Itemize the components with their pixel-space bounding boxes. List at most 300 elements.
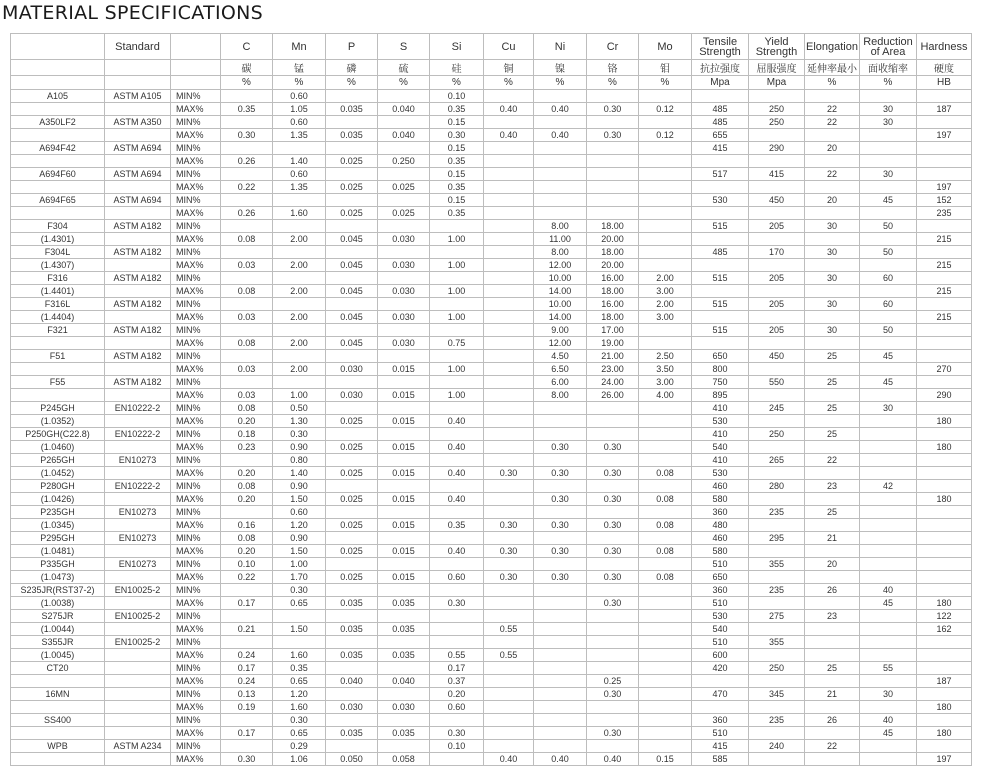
table-cell: (1.0481) [11, 545, 105, 558]
table-cell: 250 [749, 103, 805, 116]
table-cell: 0.15 [639, 753, 692, 766]
table-cell [378, 298, 430, 311]
table-cell [639, 480, 692, 493]
table-cell: 25 [805, 350, 860, 363]
table-row [11, 636, 972, 649]
table-cell: 0.60 [430, 701, 484, 714]
table-cell: 580 [692, 493, 749, 506]
table-cell [587, 194, 639, 207]
table-cell [749, 415, 805, 428]
table-cell [587, 623, 639, 636]
table-cell: 215 [917, 311, 972, 324]
table-cell: 215 [917, 259, 972, 272]
table-cell: MAX% [171, 701, 221, 714]
table-cell [326, 428, 378, 441]
table-cell: 0.35 [221, 103, 273, 116]
table-row [11, 428, 972, 441]
table-cell: 517 [692, 168, 749, 181]
table-cell: 45 [860, 350, 917, 363]
table-row [11, 662, 972, 675]
table-cell [378, 740, 430, 753]
table-cell [11, 701, 105, 714]
table-cell [326, 558, 378, 571]
table-cell [326, 116, 378, 129]
table-cell [805, 571, 860, 584]
column-header: Cu [484, 34, 534, 60]
table-row [11, 324, 972, 337]
table-cell [860, 259, 917, 272]
table-cell: 1.00 [273, 558, 326, 571]
column-header: Mn [273, 34, 326, 60]
table-cell: MIN% [171, 168, 221, 181]
table-cell [917, 636, 972, 649]
table-cell [378, 402, 430, 415]
table-cell: 45 [860, 376, 917, 389]
table-cell: (1.0452) [11, 467, 105, 480]
table-cell [534, 142, 587, 155]
table-cell: 4.50 [534, 350, 587, 363]
table-cell [860, 467, 917, 480]
table-cell: 0.025 [326, 207, 378, 220]
table-cell [484, 116, 534, 129]
table-cell [484, 506, 534, 519]
table-cell: 0.015 [378, 545, 430, 558]
table-cell: 0.90 [273, 532, 326, 545]
table-cell: 470 [692, 688, 749, 701]
table-cell [430, 324, 484, 337]
table-cell: 26 [805, 714, 860, 727]
table-cell [484, 428, 534, 441]
table-body [11, 90, 972, 766]
table-cell: 20.00 [587, 259, 639, 272]
table-cell [105, 181, 171, 194]
table-cell [534, 675, 587, 688]
table-cell: 650 [692, 350, 749, 363]
table-cell: P265GH [11, 454, 105, 467]
table-cell: 22 [805, 168, 860, 181]
table-cell [534, 558, 587, 571]
table-row [11, 584, 972, 597]
table-cell [105, 337, 171, 350]
table-cell [484, 350, 534, 363]
table-cell: 25 [805, 662, 860, 675]
table-cell: 0.025 [326, 415, 378, 428]
table-cell: 0.30 [587, 441, 639, 454]
table-cell: 0.03 [221, 311, 273, 324]
table-row [11, 623, 972, 636]
table-cell: ASTM A350 [105, 116, 171, 129]
table-cell [805, 389, 860, 402]
table-cell [805, 701, 860, 714]
table-cell: 30 [860, 116, 917, 129]
table-cell: MAX% [171, 649, 221, 662]
table-cell: 0.37 [430, 675, 484, 688]
table-cell [917, 688, 972, 701]
table-cell: 0.035 [326, 129, 378, 142]
table-row [11, 480, 972, 493]
table-cell [430, 584, 484, 597]
table-cell [221, 584, 273, 597]
table-cell [378, 610, 430, 623]
table-cell [105, 493, 171, 506]
table-cell: 0.30 [484, 571, 534, 584]
table-cell: 235 [749, 506, 805, 519]
table-cell: 180 [917, 493, 972, 506]
table-cell [749, 467, 805, 480]
table-cell [917, 558, 972, 571]
table-cell: (1.4401) [11, 285, 105, 298]
table-cell: 0.08 [639, 493, 692, 506]
column-unit: % [221, 76, 273, 90]
table-cell [692, 701, 749, 714]
table-cell: 0.30 [273, 428, 326, 441]
table-cell: 205 [749, 324, 805, 337]
table-cell [430, 558, 484, 571]
table-cell [917, 506, 972, 519]
table-cell: 0.30 [484, 545, 534, 558]
table-cell: 45 [860, 727, 917, 740]
table-cell: 0.60 [273, 506, 326, 519]
table-cell: A694F60 [11, 168, 105, 181]
table-cell: 250 [749, 428, 805, 441]
table-cell [484, 363, 534, 376]
column-header: Tensile Strength [692, 34, 749, 60]
table-cell: 0.30 [587, 571, 639, 584]
table-cell: 23.00 [587, 363, 639, 376]
table-cell [378, 220, 430, 233]
table-cell [639, 90, 692, 103]
table-cell [11, 337, 105, 350]
table-cell: 0.30 [587, 545, 639, 558]
table-cell [105, 129, 171, 142]
table-cell [749, 571, 805, 584]
table-cell: 1.00 [430, 259, 484, 272]
column-header-cn: 铬 [587, 60, 639, 76]
table-cell: (1.0426) [11, 493, 105, 506]
table-cell: 6.50 [534, 363, 587, 376]
table-cell [534, 636, 587, 649]
table-cell [917, 298, 972, 311]
table-cell: 18.00 [587, 311, 639, 324]
table-cell: 30 [805, 246, 860, 259]
table-cell: MIN% [171, 350, 221, 363]
table-cell [534, 194, 587, 207]
table-cell [273, 272, 326, 285]
table-cell: 0.35 [430, 103, 484, 116]
table-cell: 3.00 [639, 285, 692, 298]
table-cell [805, 233, 860, 246]
table-cell: 0.025 [326, 545, 378, 558]
table-cell [692, 675, 749, 688]
table-cell [105, 571, 171, 584]
table-cell [860, 649, 917, 662]
table-cell: 295 [749, 532, 805, 545]
table-cell: 1.00 [273, 389, 326, 402]
table-cell [639, 532, 692, 545]
table-cell: 250 [749, 116, 805, 129]
table-cell [639, 441, 692, 454]
table-cell [221, 610, 273, 623]
table-cell [639, 610, 692, 623]
table-cell: ASTM A694 [105, 168, 171, 181]
table-cell [692, 207, 749, 220]
table-cell [378, 454, 430, 467]
table-cell [587, 662, 639, 675]
table-cell [484, 454, 534, 467]
table-row [11, 337, 972, 350]
table-cell: 25 [805, 402, 860, 415]
table-cell [917, 220, 972, 233]
table-cell: 0.030 [326, 389, 378, 402]
table-cell [221, 454, 273, 467]
table-cell [917, 142, 972, 155]
table-cell: MAX% [171, 753, 221, 766]
table-cell: 2.00 [273, 363, 326, 376]
table-cell: 0.035 [378, 649, 430, 662]
table-cell: 0.55 [430, 649, 484, 662]
table-cell [326, 350, 378, 363]
table-cell: 0.22 [221, 181, 273, 194]
table-cell: F55 [11, 376, 105, 389]
table-cell [534, 688, 587, 701]
table-cell: 750 [692, 376, 749, 389]
table-cell: 0.40 [587, 753, 639, 766]
table-cell [860, 740, 917, 753]
table-cell [749, 233, 805, 246]
table-cell: 17.00 [587, 324, 639, 337]
table-cell [749, 90, 805, 103]
table-cell [484, 441, 534, 454]
table-cell: 0.30 [534, 467, 587, 480]
table-cell [639, 688, 692, 701]
table-cell: 2.00 [273, 259, 326, 272]
table-cell: F304 [11, 220, 105, 233]
table-cell [430, 376, 484, 389]
table-cell [484, 558, 534, 571]
table-cell: 0.75 [430, 337, 484, 350]
table-cell: S355JR [11, 636, 105, 649]
table-cell: 180 [917, 441, 972, 454]
table-row [11, 519, 972, 532]
table-row [11, 168, 972, 181]
table-cell: 205 [749, 220, 805, 233]
table-cell [587, 116, 639, 129]
table-cell: 0.17 [221, 662, 273, 675]
table-cell: 12.00 [534, 259, 587, 272]
table-cell: 3.50 [639, 363, 692, 376]
table-cell: 187 [917, 675, 972, 688]
table-cell [805, 636, 860, 649]
table-cell [273, 298, 326, 311]
table-cell [749, 649, 805, 662]
table-cell [378, 194, 430, 207]
table-cell: MIN% [171, 454, 221, 467]
table-cell [273, 350, 326, 363]
table-cell: 0.90 [273, 441, 326, 454]
table-cell: 0.15 [430, 194, 484, 207]
table-cell: 0.30 [587, 493, 639, 506]
table-cell: 0.30 [484, 519, 534, 532]
table-cell [11, 129, 105, 142]
table-cell: MIN% [171, 506, 221, 519]
table-cell [273, 142, 326, 155]
table-cell: 410 [692, 402, 749, 415]
table-cell [692, 311, 749, 324]
table-cell [860, 207, 917, 220]
table-cell [749, 519, 805, 532]
table-cell: 1.00 [430, 389, 484, 402]
table-cell [484, 233, 534, 246]
column-header-cn: 硅 [430, 60, 484, 76]
table-row [11, 558, 972, 571]
table-row [11, 116, 972, 129]
table-cell: S235JR(RST37-2) [11, 584, 105, 597]
table-cell: 24.00 [587, 376, 639, 389]
table-cell [484, 220, 534, 233]
table-cell: 265 [749, 454, 805, 467]
column-header-cn [105, 60, 171, 76]
column-unit [11, 76, 105, 90]
table-cell [430, 610, 484, 623]
table-row [11, 90, 972, 103]
table-cell: 0.20 [430, 688, 484, 701]
table-cell [587, 701, 639, 714]
column-header-cn [171, 60, 221, 76]
table-cell [378, 636, 430, 649]
table-cell [484, 636, 534, 649]
table-cell: 0.30 [430, 129, 484, 142]
table-cell: MAX% [171, 493, 221, 506]
table-cell [484, 675, 534, 688]
table-cell: 0.60 [273, 116, 326, 129]
table-cell: 0.24 [221, 649, 273, 662]
table-cell: 4.00 [639, 389, 692, 402]
table-cell [430, 623, 484, 636]
column-unit: % [378, 76, 430, 90]
table-cell [749, 597, 805, 610]
table-row [11, 220, 972, 233]
table-cell [430, 246, 484, 259]
table-cell: 23 [805, 480, 860, 493]
table-cell: 30 [805, 324, 860, 337]
table-cell: 1.35 [273, 181, 326, 194]
table-cell: 1.20 [273, 519, 326, 532]
table-cell: 0.20 [221, 467, 273, 480]
table-cell: 0.16 [221, 519, 273, 532]
table-cell: 1.00 [430, 363, 484, 376]
table-cell: 0.30 [273, 584, 326, 597]
table-cell: 0.15 [430, 142, 484, 155]
table-cell [378, 532, 430, 545]
column-header: Ni [534, 34, 587, 60]
table-cell: 0.025 [326, 155, 378, 168]
table-cell [917, 532, 972, 545]
table-cell [11, 181, 105, 194]
table-cell: 0.30 [534, 441, 587, 454]
table-cell: 550 [749, 376, 805, 389]
table-cell: 60 [860, 298, 917, 311]
table-cell: 0.30 [430, 727, 484, 740]
table-cell [378, 168, 430, 181]
table-cell: MIN% [171, 480, 221, 493]
table-cell: 0.40 [534, 129, 587, 142]
table-cell: P235GH [11, 506, 105, 519]
table-cell: MAX% [171, 207, 221, 220]
table-cell [534, 597, 587, 610]
column-header-cn: 延伸率最小 [805, 60, 860, 76]
table-cell: P295GH [11, 532, 105, 545]
table-cell [378, 662, 430, 675]
table-cell: MAX% [171, 103, 221, 116]
table-cell: ASTM A182 [105, 272, 171, 285]
table-cell [587, 90, 639, 103]
table-cell: 0.030 [378, 311, 430, 324]
table-cell [639, 181, 692, 194]
table-cell: 360 [692, 584, 749, 597]
table-cell [484, 389, 534, 402]
table-cell: 0.17 [430, 662, 484, 675]
table-cell [105, 545, 171, 558]
table-cell [860, 454, 917, 467]
table-cell: 0.30 [587, 467, 639, 480]
table-cell: MAX% [171, 597, 221, 610]
column-header-cn: 锰 [273, 60, 326, 76]
table-cell [860, 441, 917, 454]
table-cell [484, 714, 534, 727]
table-cell: 205 [749, 298, 805, 311]
table-cell: MAX% [171, 571, 221, 584]
table-cell: 235 [917, 207, 972, 220]
column-header: Yield Strength [749, 34, 805, 60]
table-cell: MIN% [171, 688, 221, 701]
table-cell: 197 [917, 181, 972, 194]
table-cell: 0.90 [273, 480, 326, 493]
table-cell [639, 714, 692, 727]
table-cell: MIN% [171, 142, 221, 155]
table-cell [805, 90, 860, 103]
table-cell: 0.08 [639, 545, 692, 558]
table-cell: 1.70 [273, 571, 326, 584]
table-cell [805, 519, 860, 532]
table-cell: 215 [917, 233, 972, 246]
column-header: Reduction of Area [860, 34, 917, 60]
table-cell [534, 155, 587, 168]
table-cell [860, 532, 917, 545]
table-cell: 0.21 [221, 623, 273, 636]
table-cell: MIN% [171, 298, 221, 311]
table-cell: 122 [917, 610, 972, 623]
table-cell [105, 701, 171, 714]
table-row [11, 675, 972, 688]
table-cell: 0.12 [639, 129, 692, 142]
table-cell [326, 298, 378, 311]
table-cell [805, 441, 860, 454]
table-cell: 280 [749, 480, 805, 493]
table-cell [11, 207, 105, 220]
table-cell: 8.00 [534, 389, 587, 402]
table-cell: F304L [11, 246, 105, 259]
table-cell: 21.00 [587, 350, 639, 363]
column-unit: % [639, 76, 692, 90]
table-cell [378, 246, 430, 259]
table-cell [221, 246, 273, 259]
table-cell: 0.045 [326, 285, 378, 298]
table-cell: 22 [805, 740, 860, 753]
table-cell [860, 337, 917, 350]
table-cell [273, 324, 326, 337]
table-cell [221, 636, 273, 649]
table-cell [221, 376, 273, 389]
